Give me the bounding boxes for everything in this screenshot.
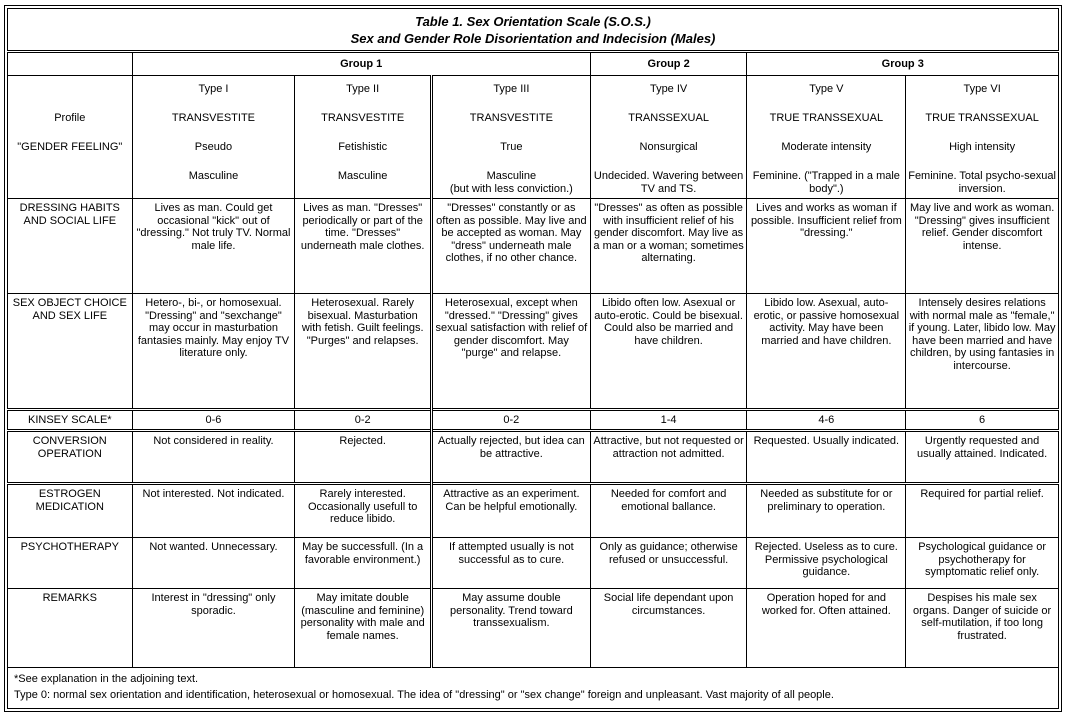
type-subtype: High intensity [949,141,1016,153]
type-category: TRANSVESTITE [171,112,256,124]
row-label: ESTROGEN MEDICATION [8,484,133,538]
type-name: Type IV [649,83,688,95]
row-label: KINSEY SCALE* [8,410,133,431]
conversion-type-v-cell: Requested. Usually indicated. [747,431,906,484]
group-3-header: Group 3 [747,52,1059,76]
sexobject-type-ii-cell: Heterosexual. Rarely bisexual. Masturbation with fetish. Guilt feelings. "Purges" and relapses. [295,294,432,410]
profile-row-label [8,76,133,199]
psychotherapy-type-ii-cell: May be successfull. (In a favorable environment.) [295,538,432,589]
psychotherapy-row [8,538,1059,589]
profile-cell-type-i [132,76,295,199]
row-label: PSYCHOTHERAPY [8,538,133,589]
type-feeling: Masculine [486,170,537,182]
conversion-type-i-cell: Not considered in reality. [132,431,295,484]
sexobject-type-i-cell: Hetero-, bi-, or homosexual. "Dressing" and "sexchange" may occur in masturbation fantasies mainly. May enjoy TV literature only. [132,294,295,410]
remarks-type-iv-cell: Social life dependant upon circumstances. [590,589,747,668]
remarks-type-iii-cell: May assume double personality. Trend toward transsexualism. [431,589,590,668]
conversion-type-iv-cell: Attractive, but not requested or attraction not admitted. [590,431,747,484]
remarks-type-vi-cell: Despises his male sex organs. Danger of suicide or self-mutilation, if too long frustrated. [906,589,1059,668]
group-2-header: Group 2 [590,52,747,76]
psychotherapy-type-i-cell: Not wanted. Unnecessary. [132,538,295,589]
estrogen-type-i-cell: Not interested. Not indicated. [132,484,295,538]
table-outer-frame [4,5,1062,712]
table-title-line2: Sex and Gender Role Disorientation and Indecision (Males) [350,31,716,46]
profile-label-spacer [10,83,130,112]
dressing-type-ii-cell: Lives as man. "Dresses" periodically or part of the time. "Dresses" underneath male clothes. [295,199,432,294]
remarks-row [8,589,1059,668]
type-subtype: Pseudo [194,141,233,153]
estrogen-type-vi-cell: Required for partial relief. [906,484,1059,538]
dressing-type-iii-cell: "Dresses" constantly or as often as possible. May live and be accepted as woman. May "dress" underneath male clothes, if no other chance. [431,199,590,294]
type-feeling: Feminine. Total psycho-sexual inversion. [908,170,1056,195]
remarks-type-i-cell: Interest in "dressing" only sporadic. [132,589,295,668]
estrogen-type-ii-cell: Rarely interested. Occasionally usefull to reduce libido. [295,484,432,538]
type-feeling: Undecided. Wavering between TV and TS. [593,170,744,195]
sos-scale-table [7,8,1059,709]
sexobject-type-vi-cell: Intensely desires relations with normal male as "female," if young. Later, libido low. May have been married and have children, by using fantasies in intercourse. [906,294,1059,410]
table-title [8,9,1059,52]
profile-cell-type-vi [906,76,1059,199]
footnote-line2: Type 0: normal sex orientation and identification, heterosexual or homosexual. The idea of "dressing" or "sex change" foreign and unpleasant. Vast majority of all people. [14,689,834,701]
estrogen-type-v-cell: Needed as substitute for or preliminary to operation. [747,484,906,538]
type-feeling: Masculine [337,170,388,182]
type-subtype: True [500,141,523,153]
kinsey-scale-row [8,410,1059,431]
estrogen-type-iii-cell: Attractive as an experiment. Can be helpful emotionally. [431,484,590,538]
footnote-row [8,668,1059,709]
type-name: Type V [809,83,844,95]
type-category: TRUE TRANSSEXUAL [769,112,884,124]
psychotherapy-type-v-cell: Rejected. Useless as to cure. Permissive psychological guidance. [747,538,906,589]
estrogen-medication-row [8,484,1059,538]
dressing-type-iv-cell: "Dresses" as often as possible with insufficient relief of his gender discomfort. May live as a man or a woman; sometimes alternating. [590,199,747,294]
row-label: DRESSING HABITS AND SOCIAL LIFE [8,199,133,294]
footnote-line1: *See explanation in the adjoining text. [14,673,199,685]
kinsey-type-iii-cell: 0-2 [431,410,590,431]
kinsey-type-i-cell: 0-6 [132,410,295,431]
type-feeling: Masculine [188,170,239,182]
sexobject-type-iii-cell: Heterosexual, except when "dressed." "Dressing" gives sexual satisfaction with relief of gender discomfort. May "purge" and relapse. [431,294,590,410]
type-category: TRANSVESTITE [321,112,405,124]
conversion-type-ii-cell: Rejected. [295,431,432,484]
table-title-line1: Table 1. Sex Orientation Scale (S.O.S.) [415,14,651,29]
kinsey-type-ii-cell: 0-2 [295,410,432,431]
row-label: SEX OBJECT CHOICE AND SEX LIFE [8,294,133,410]
type-category: TRUE TRANSSEXUAL [925,112,1039,124]
profile-label-line1: Profile [54,112,86,124]
footnote-cell [8,668,1059,709]
sex-object-row [8,294,1059,410]
row-label: CONVERSION OPERATION [8,431,133,484]
corner-cell [8,52,133,76]
profile-label-line2: "GENDER FEELING" [17,141,123,153]
type-feeling2: (but with less conviction.) [449,182,573,195]
psychotherapy-type-vi-cell: Psychological guidance or psychotherapy for symptomatic relief only. [906,538,1059,589]
dressing-habits-row [8,199,1059,294]
type-category: TRANSVESTITE [469,112,553,124]
kinsey-type-vi-cell: 6 [906,410,1059,431]
kinsey-type-v-cell: 4-6 [747,410,906,431]
dressing-type-i-cell: Lives as man. Could get occasional "kick" out of "dressing." Not truly TV. Normal male life. [132,199,295,294]
type-subtype: Moderate intensity [781,141,872,153]
dressing-type-vi-cell: May live and work as woman. "Dressing" gives insufficient relief. Gender discomfort intense. [906,199,1059,294]
profile-cell-type-iv [590,76,747,199]
psychotherapy-type-iii-cell: If attempted usually is not successful as to cure. [431,538,590,589]
profile-cell-type-iii [431,76,590,199]
remarks-type-v-cell: Operation hoped for and worked for. Often attained. [747,589,906,668]
profile-cell-type-v [747,76,906,199]
estrogen-type-iv-cell: Needed for comfort and emotional ballance. [590,484,747,538]
conversion-type-vi-cell: Urgently requested and usually attained. Indicated. [906,431,1059,484]
sexobject-type-v-cell: Libido low. Asexual, auto-erotic, or passive homosexual activity. May have been married and have children. [747,294,906,410]
kinsey-type-iv-cell: 1-4 [590,410,747,431]
type-category: TRANSSEXUAL [628,112,709,124]
sexobject-type-iv-cell: Libido often low. Asexual or auto-erotic. Could be bisexual. Could also be married and have children. [590,294,747,410]
profile-row [8,76,1059,199]
title-row [8,9,1059,52]
type-name: Type II [346,83,380,95]
type-name: Type VI [963,83,1001,95]
psychotherapy-type-iv-cell: Only as guidance; otherwise refused or unsuccessful. [590,538,747,589]
type-feeling: Feminine. ("Trapped in a male body".) [752,170,900,195]
conversion-type-iii-cell: Actually rejected, but idea can be attractive. [431,431,590,484]
type-name: Type I [198,83,229,95]
type-name: Type III [493,83,530,95]
group-header-row [8,52,1059,76]
row-label: REMARKS [8,589,133,668]
conversion-operation-row [8,431,1059,484]
dressing-type-v-cell: Lives and works as woman if possible. Insufficient relief from "dressing." [747,199,906,294]
type-subtype: Nonsurgical [639,141,698,153]
remarks-type-ii-cell: May imitate double (masculine and feminine) personality with male and female names. [295,589,432,668]
type-subtype: Fetishistic [338,141,388,153]
group-1-header: Group 1 [132,52,590,76]
profile-cell-type-ii [295,76,432,199]
